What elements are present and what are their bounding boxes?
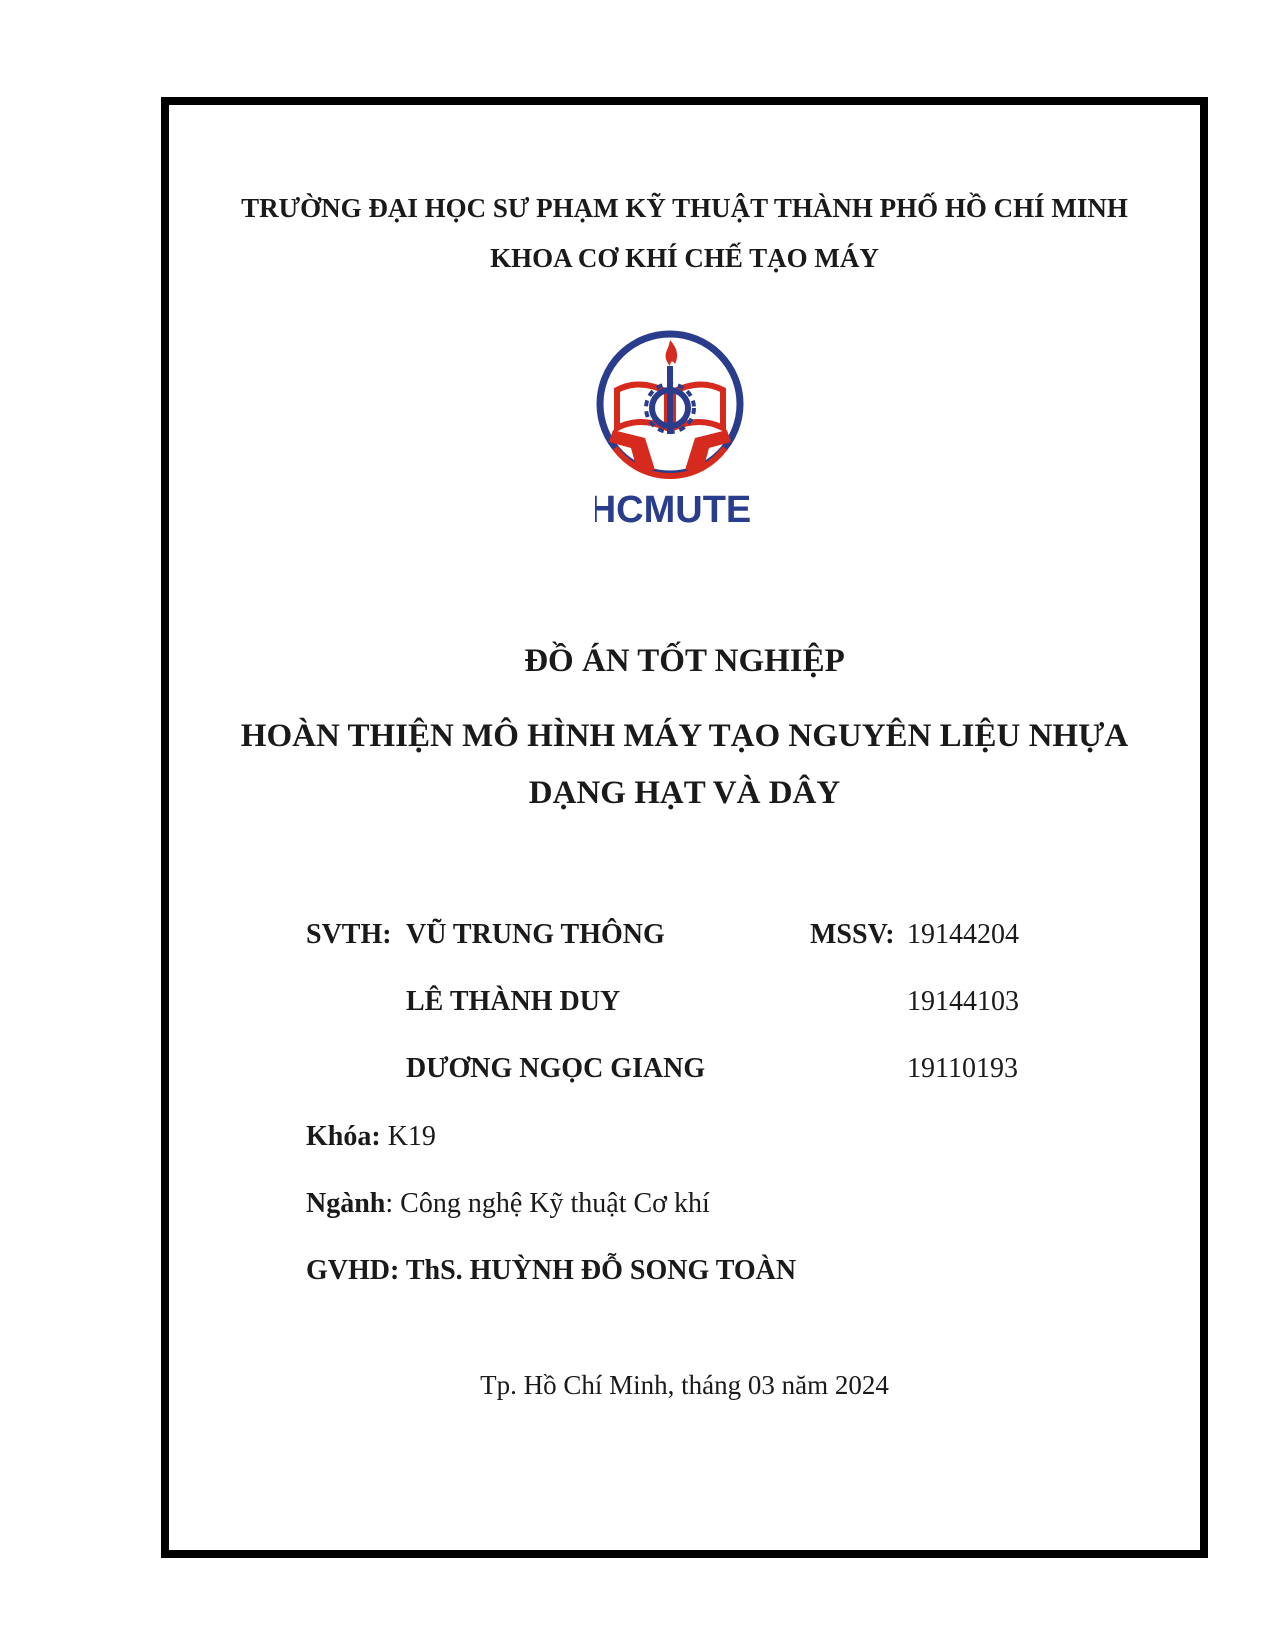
major-value: Công nghệ Kỹ thuật Cơ khí: [400, 1188, 710, 1219]
major-label: Ngành: [306, 1188, 386, 1219]
logo-text: HCMUTE: [595, 489, 752, 531]
major-separator: :: [385, 1188, 394, 1219]
logo-graphic: [595, 330, 755, 540]
thesis-title-line-1: HOÀN THIỆN MÔ HÌNH MÁY TẠO NGUYÊN LIỆU NHỰA: [240, 718, 1129, 754]
student-name-1: VŨ TRUNG THÔNG: [406, 919, 665, 950]
advisor-name: ThS. HUỲNH ĐỖ SONG TOÀN: [405, 1255, 797, 1286]
student-name-3: DƯƠNG NGỌC GIANG: [406, 1053, 706, 1084]
course-value: K19: [387, 1121, 436, 1152]
advisor-row: [306, 1255, 796, 1287]
student-id-label: MSSV:: [810, 919, 895, 950]
document-type: ĐỒ ÁN TỐT NGHIỆP: [524, 643, 845, 679]
student-id-1: 19144204: [907, 919, 1019, 950]
place-date: Tp. Hồ Chí Minh, tháng 03 năm 2024: [480, 1370, 889, 1400]
thesis-title-line-2: DẠNG HẠT VÀ DÂY: [528, 775, 841, 811]
faculty-name: KHOA CƠ KHÍ CHẾ TẠO MÁY: [490, 243, 879, 273]
student-name-2: LÊ THÀNH DUY: [406, 986, 621, 1017]
page-border: [161, 97, 1208, 1558]
course-row: [306, 1121, 436, 1153]
hcmute-logo-icon: [595, 330, 755, 540]
student-id-2: 19144103: [907, 986, 1019, 1017]
course-label: Khóa:: [306, 1121, 381, 1152]
university-name: TRƯỜNG ĐẠI HỌC SƯ PHẠM KỸ THUẬT THÀNH PHỐ HỒ CHÍ MINH: [241, 193, 1128, 223]
major-row: [306, 1188, 710, 1220]
student-id-3: 19110193: [907, 1053, 1018, 1084]
advisor-label: GVHD:: [306, 1255, 400, 1286]
students-label: SVTH:: [306, 919, 392, 950]
